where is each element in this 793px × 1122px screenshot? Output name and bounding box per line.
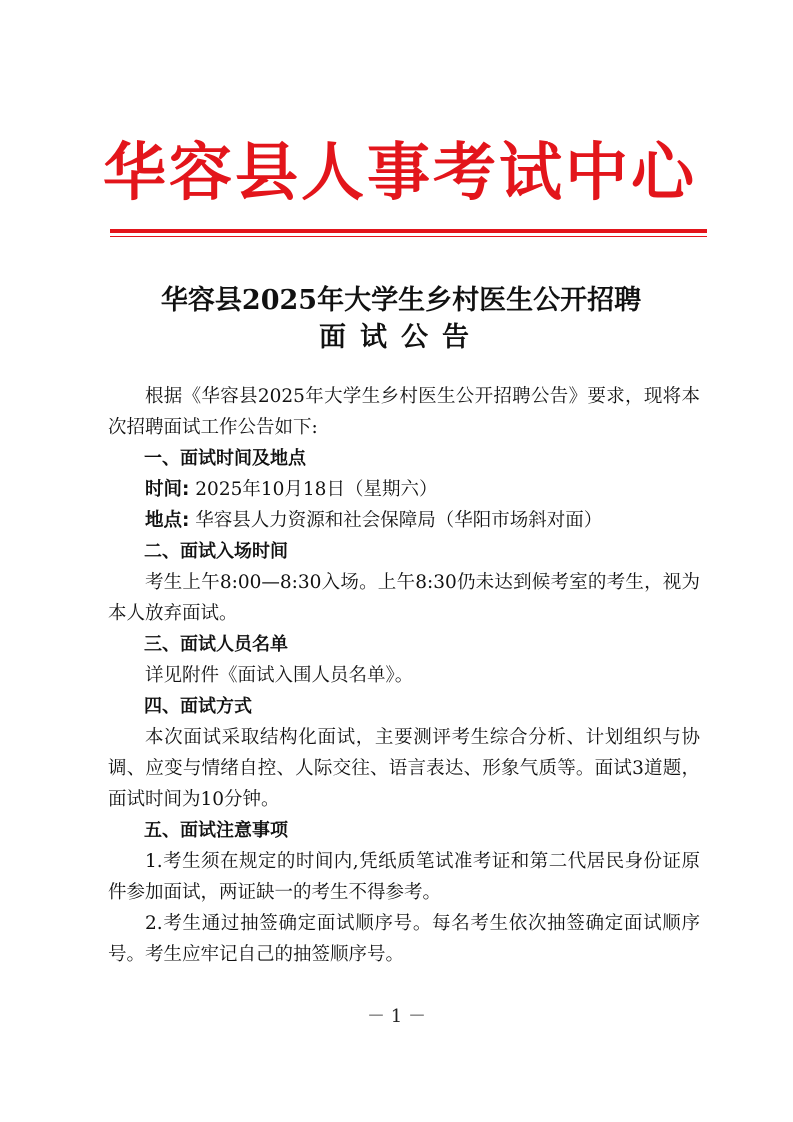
header-red-rule-thick <box>110 229 707 233</box>
section-heading-candidate-list: 三、面试人员名单 <box>144 634 288 655</box>
section-heading-notes: 五、面试注意事项 <box>144 820 288 841</box>
place-line <box>108 505 700 536</box>
entry-time-paragraph: 考生上午8:00—8:30入场。上午8:30仍未达到候考室的考生，视为本人放弃面试。 <box>108 572 700 624</box>
page-number: － 1 － <box>367 1006 426 1027</box>
place-label: 地点: <box>145 510 190 531</box>
notes-item-2: 2.考生通过抽签确定面试顺序号。每名考生依次抽签确定面试顺序号。考生应牢记自己的抽签顺序号。 <box>108 913 700 965</box>
interview-method-paragraph: 本次面试采取结构化面试，主要测评考生综合分析、计划组织与协调、应变与情绪自控、人际交往、语言表达、形象气质等。面试3道题，面试时间为10分钟。 <box>108 727 700 810</box>
time-label: 时间: <box>145 479 190 500</box>
section-heading-entry-time: 二、面试入场时间 <box>144 541 288 562</box>
organization-header: 华容县人事考试中心 <box>103 135 697 209</box>
time-line <box>108 474 700 505</box>
candidate-list-paragraph: 详见附件《面试入围人员名单》。 <box>145 665 414 686</box>
place-value: 华容县人力资源和社会保障局（华阳市场斜对面） <box>189 510 603 531</box>
section-heading-time-place: 一、面试时间及地点 <box>144 448 306 469</box>
intro-paragraph: 根据《华容县2025年大学生乡村医生公开招聘公告》要求，现将本次招聘面试工作公告如下: <box>108 386 700 438</box>
document-title-line2: 面试公告 <box>319 322 483 353</box>
notes-item-1: 1.考生须在规定的时间内,凭纸质笔试准考证和第二代居民身份证原件参加面试，两证缺一的考生不得参考。 <box>108 851 700 903</box>
section-heading-interview-method: 四、面试方式 <box>144 696 252 717</box>
header-red-rule-thin <box>110 236 707 237</box>
time-value: 2025年10月18日（星期六） <box>189 479 438 500</box>
document-body <box>108 381 700 970</box>
document-title-line1: 华容县2025年大学生乡村医生公开招聘 <box>160 285 642 316</box>
